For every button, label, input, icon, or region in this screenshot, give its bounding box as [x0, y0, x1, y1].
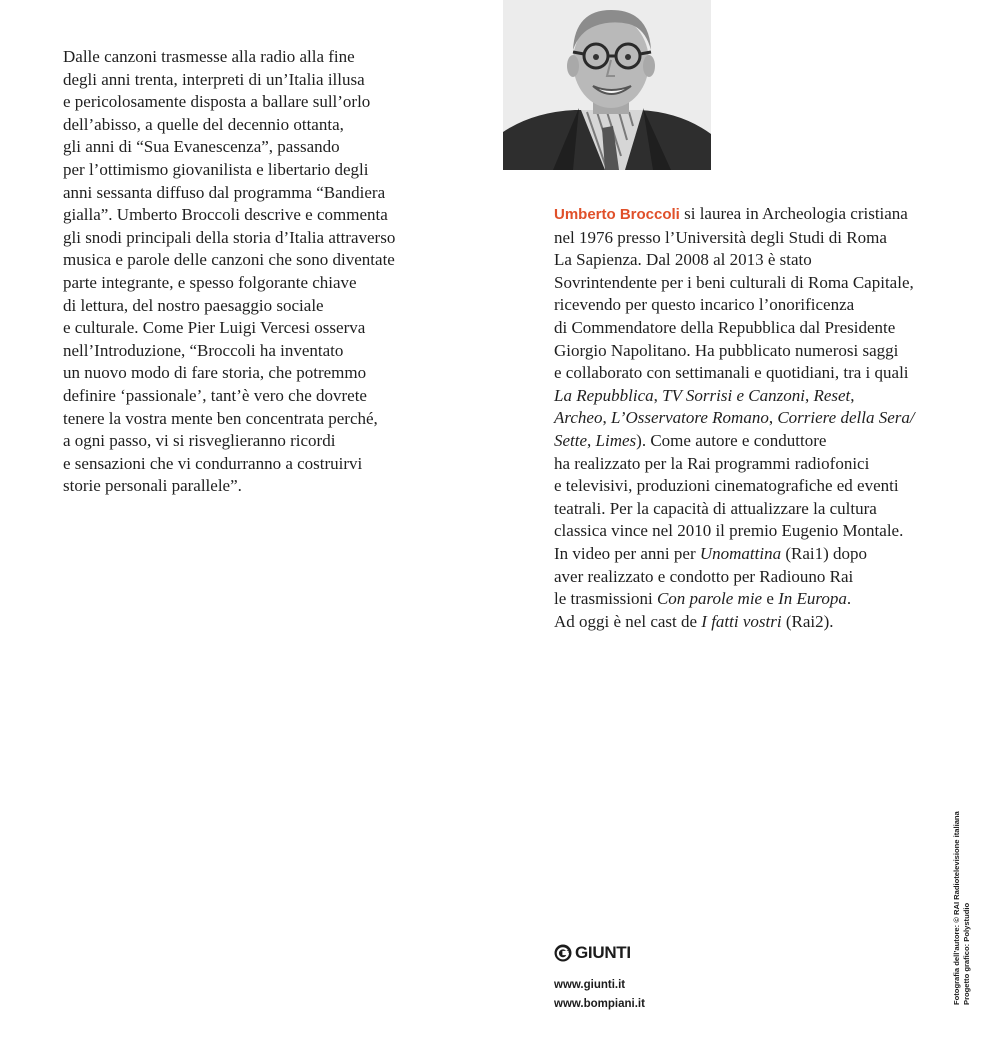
bio-text: (Rai1) dopo: [781, 543, 868, 563]
bompiani-website-link[interactable]: www.bompiani.it: [554, 998, 645, 1010]
bio-line: [554, 407, 915, 430]
author-name: Umberto Broccoli: [554, 206, 680, 223]
photo-credit: Fotografia dell’autore: © RAI Radiotelevisione italiana: [952, 811, 961, 1005]
program-title: I fatti vostri: [701, 611, 782, 631]
bio-text: ,: [850, 385, 855, 405]
blurb-line: gialla”. Umberto Broccoli descrive e commenta: [63, 205, 388, 225]
giunti-g-mark-icon: [554, 944, 572, 962]
blurb-line: anni sessanta diffuso dal programma “Bandiera: [63, 182, 386, 202]
program-title: Con parole mie: [656, 589, 763, 609]
publication-title: Reset: [813, 385, 851, 405]
bio-line: ricevendo per questo incarico l’onorificenza: [554, 295, 855, 315]
blurb-line: di lettura, del nostro paesaggio sociale: [63, 295, 324, 315]
blurb-paragraph: [63, 46, 395, 498]
blurb-line: per l’ottimismo giovanilista e libertario degli: [63, 159, 369, 179]
giunti-logo-text: GIUNTI: [575, 943, 631, 962]
bio-text: e: [762, 589, 779, 609]
bio-text: ,: [587, 430, 596, 450]
bio-line: nel 1976 presso l’Università degli Studi di Roma: [554, 227, 887, 247]
blurb-line: tenere la vostra mente ben concentrata perché,: [63, 408, 378, 428]
giunti-logo: [554, 942, 631, 964]
bio-text: ,: [602, 408, 611, 428]
blurb-line: e culturale. Come Pier Luigi Vercesi osserva: [63, 318, 366, 338]
blurb-line: un nuovo modo di fare storia, che potremmo: [63, 363, 367, 383]
program-title: Unomattina: [699, 543, 782, 563]
publication-title: La Repubblica: [554, 385, 654, 405]
giunti-website-link[interactable]: www.giunti.it: [554, 979, 626, 991]
blurb-line: dell’abisso, a quelle del decennio ottanta,: [63, 114, 344, 134]
bio-text: .: [846, 589, 852, 609]
publisher-links: [554, 976, 645, 1014]
blurb-line: e sensazioni che vi condurranno a costruirvi: [63, 453, 363, 473]
author-portrait-illustration: [503, 0, 711, 170]
bio-line: [554, 588, 915, 611]
bio-line: [554, 611, 915, 634]
blurb-line: musica e parole delle canzoni che sono diventate: [63, 250, 395, 270]
bio-text: si laurea in Archeologia cristiana: [679, 204, 908, 223]
bio-text: ,: [653, 385, 663, 405]
bio-line: teatrali. Per la capacità di attualizzare la cultura: [554, 498, 877, 518]
bio-text: ,: [804, 385, 814, 405]
credits-vertical: [952, 811, 972, 1005]
bio-line: e collaborato con settimanali e quotidiani, tra i quali: [554, 363, 909, 383]
blurb-line: parte integrante, e spesso folgorante chiave: [63, 272, 357, 292]
bio-line: [554, 543, 915, 566]
bio-line: [554, 203, 915, 227]
blurb-line: degli anni trenta, interpreti di un’Italia illusa: [63, 69, 365, 89]
bio-line: aver realizzato e condotto per Radiouno Rai: [554, 566, 854, 586]
bio-line: e televisivi, produzioni cinematografiche ed eventi: [554, 476, 899, 496]
program-title: In Europa: [778, 589, 847, 609]
bio-text: le trasmissioni: [554, 589, 657, 609]
blurb-line: gli snodi principali della storia d’Italia attraverso: [63, 227, 396, 247]
bio-text: Ad oggi è nel cast de: [554, 611, 702, 631]
bio-text: In video per anni per: [554, 543, 700, 563]
bio-line: di Commendatore della Repubblica dal Presidente: [554, 317, 896, 337]
bio-text: ). Come autore e conduttore: [636, 430, 827, 450]
bio-line: Sovrintendente per i beni culturali di Roma Capitale,: [554, 272, 914, 292]
blurb-line: a ogni passo, vi si risveglieranno ricordi: [63, 431, 336, 451]
bio-line: ha realizzato per la Rai programmi radiofonici: [554, 453, 870, 473]
bio-line: La Sapienza. Dal 2008 al 2013 è stato: [554, 250, 812, 270]
blurb-line: definire ‘passionale’, tant’è vero che dovrete: [63, 385, 367, 405]
bio-line: Giorgio Napolitano. Ha pubblicato numerosi saggi: [554, 340, 899, 360]
blurb-line: storie personali parallele”.: [63, 476, 242, 496]
bio-line: [554, 430, 915, 453]
publication-title: Archeo: [554, 408, 603, 428]
design-credit: Progetto grafico: Polystudio: [962, 902, 971, 1005]
publication-title: L’Osservatore Romano: [610, 408, 769, 428]
author-photo: [503, 0, 711, 170]
publication-title: Corriere della Sera/: [777, 408, 915, 428]
bio-text: (Rai2).: [781, 611, 834, 631]
bio-line: [554, 385, 915, 408]
blurb-line: nell’Introduzione, “Broccoli ha inventato: [63, 340, 344, 360]
author-bio: [554, 203, 915, 633]
blurb-line: gli anni di “Sua Evanescenza”, passando: [63, 137, 340, 157]
bio-text: ,: [768, 408, 778, 428]
publication-title: TV Sorrisi e Canzoni: [662, 385, 805, 405]
blurb-line: Dalle canzoni trasmesse alla radio alla fine: [63, 47, 355, 66]
publication-title: Limes: [595, 430, 637, 450]
bio-line: classica vince nel 2010 il premio Eugenio Montale.: [554, 521, 904, 541]
publication-title: Sette: [554, 430, 588, 450]
blurb-line: e pericolosamente disposta a ballare sull’orlo: [63, 92, 371, 112]
